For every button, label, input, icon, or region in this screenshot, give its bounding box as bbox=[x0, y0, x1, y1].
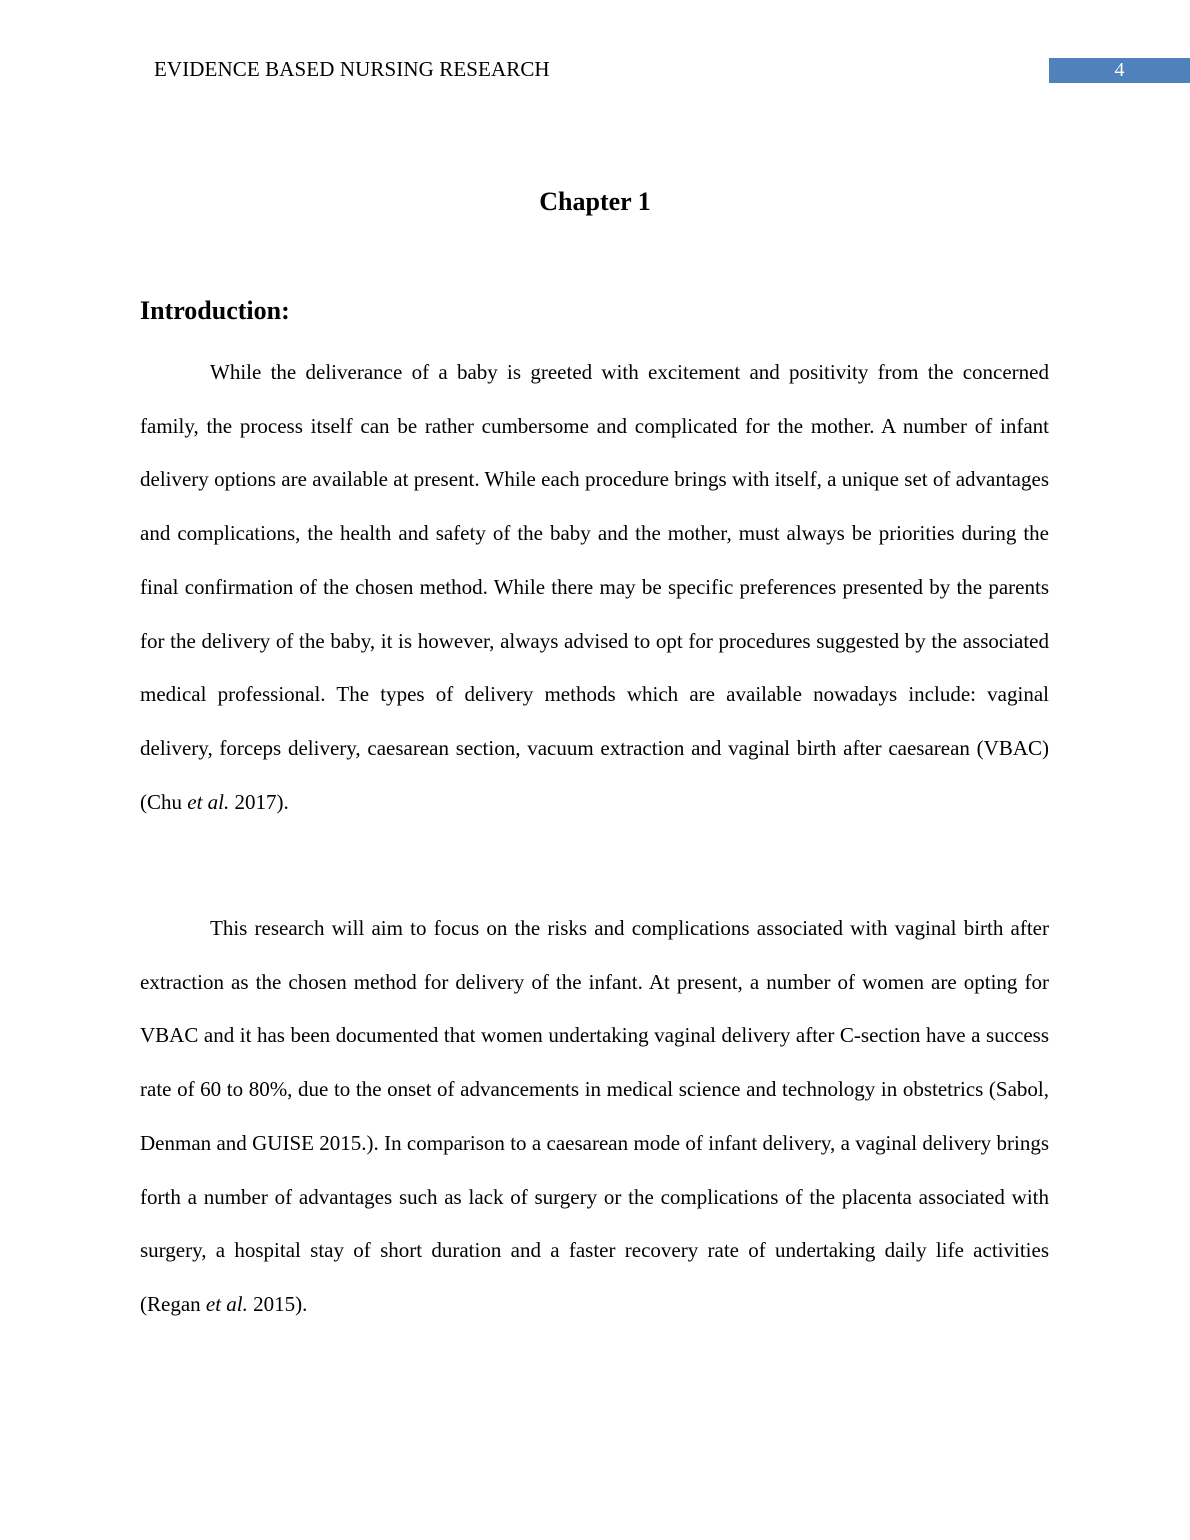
paragraph-text-end: 2015). bbox=[247, 1291, 308, 1316]
citation-et-al: et al. bbox=[205, 1291, 248, 1316]
body-paragraph-1 bbox=[140, 346, 1049, 829]
paragraph-text-end: 2017). bbox=[229, 789, 289, 814]
chapter-title: Chapter 1 bbox=[539, 187, 651, 216]
section-heading: Introduction: bbox=[140, 296, 290, 325]
paragraph-text: While the deliverance of a baby is greeted with excitement and positivity from the concerned family, the process itself can be rather cumbersome and complicated for the mother. A number of infant delivery options are available at present. While each procedure brings with itself, a unique set of advantages and complications, the health and safety of the baby and the mother, must always be priorities during the final confirmation of the chosen method. While there may be specific preferences presented by the parents for the delivery of the baby, it is however, always advised to opt for procedures suggested by the associated medical professional. The types of delivery methods which are available nowadays include: vaginal delivery, forceps delivery, caesarean section, vacuum extraction and vaginal birth after caesarean (VBAC) (Chu bbox=[140, 360, 1049, 814]
page-number: 4 bbox=[1049, 58, 1190, 83]
citation-et-al: et al. bbox=[187, 789, 230, 814]
body-paragraph-2 bbox=[140, 902, 1049, 1332]
running-head: EVIDENCE BASED NURSING RESEARCH bbox=[154, 57, 550, 81]
paragraph-text: This research will aim to focus on the risks and complications associated with vaginal birth after extraction as the chosen method for delivery of the infant. At present, a number of women are opting for VBAC and it has been documented that women undertaking vaginal delivery after C-section have a success rate of 60 to 80%, due to the onset of advancements in medical science and technology in obstetrics (Sabol, Denman and GUISE 2015.). In comparison to a caesarean mode of infant delivery, a vaginal delivery brings forth a number of advantages such as lack of surgery or the complications of the placenta associated with surgery, a hospital stay of short duration and a faster recovery rate of undertaking daily life activities (Regan bbox=[140, 916, 1049, 1316]
